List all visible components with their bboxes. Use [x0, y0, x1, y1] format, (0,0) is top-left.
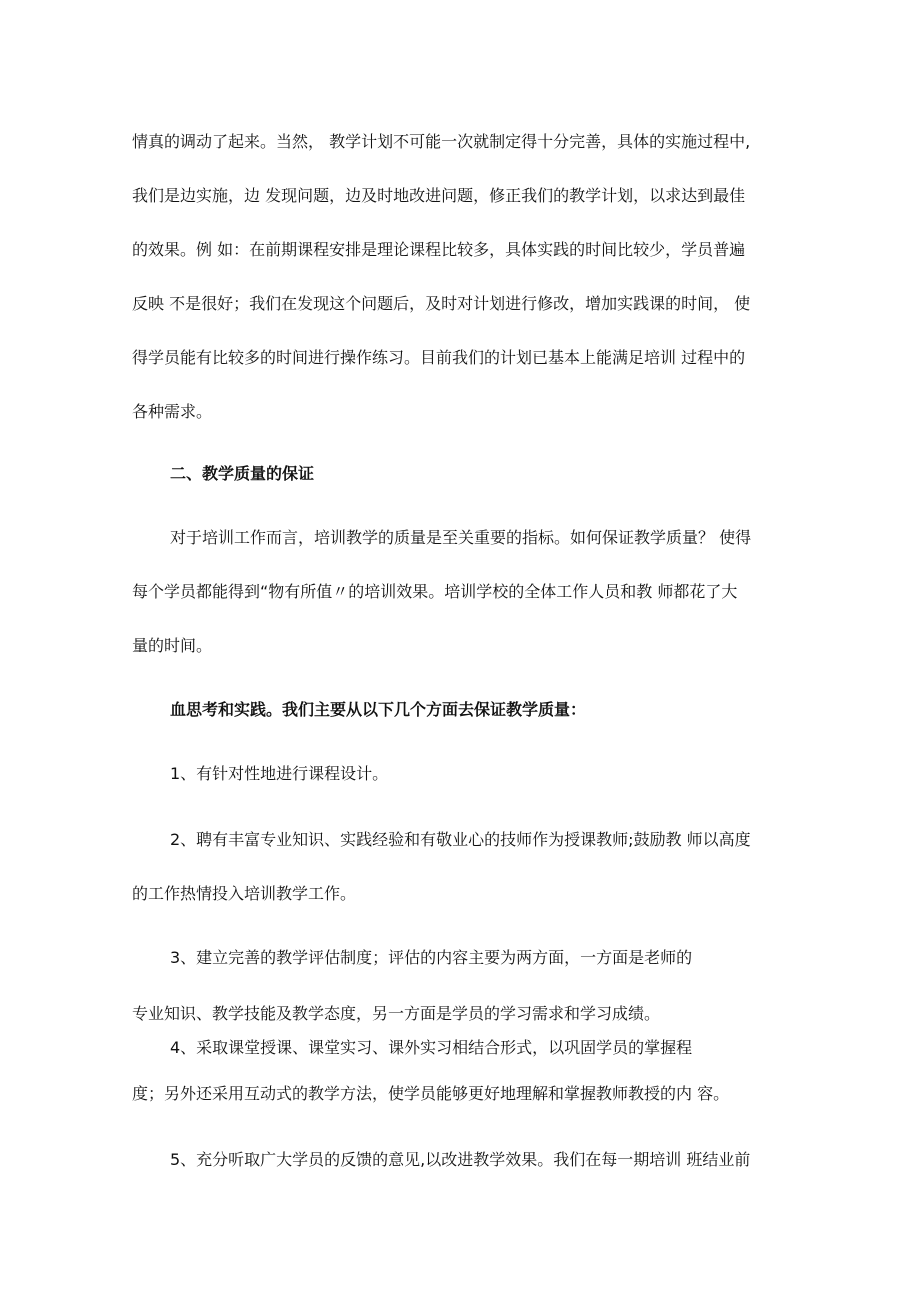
body-line-5: 得学员能有比较多的时间进行操作练习。目前我们的计划已基本上能满足培训 过程中的 — [132, 348, 746, 367]
list-item-2-line-1: 2、聘有丰富专业知识、实践经验和有敬业心的技师作为授课教师;鼓励教 师以高度 — [170, 830, 751, 849]
body-line-8: 每个学员都能得到“物有所值〃的培训效果。培训学校的全体工作人员和教 师都花了大 — [132, 582, 738, 601]
body-line-6: 各种需求。 — [132, 402, 213, 421]
body-line-2: 我们是边实施，边 发现问题，边及时地改进问题，修正我们的教学计划，以求达到最佳 — [132, 186, 746, 205]
body-line-9: 量的时间。 — [132, 636, 213, 655]
body-line-1: 情真的调动了起来。当然， 教学计划不可能一次就制定得十分完善，具体的实施过程中, — [132, 132, 751, 151]
section-heading: 二、教学质量的保证 — [170, 464, 315, 483]
list-item-4-line-1: 4、采取课堂授课、课堂实习、课外实习相结合形式，以巩固学员的掌握程 — [170, 1038, 693, 1057]
list-item-1: 1、有针对性地进行课程设计。 — [170, 764, 389, 783]
list-item-2-line-2: 的工作热情投入培训教学工作。 — [132, 884, 357, 903]
body-line-3: 的效果。例 如：在前期课程安排是理论课程比较多，具体实践的时间比较少，学员普遍 — [132, 240, 746, 259]
list-item-5: 5、充分听取广大学员的反馈的意见,以改进教学效果。我们在每一期培训 班结业前 — [170, 1150, 751, 1169]
list-item-4-line-2: 度；另外还采用互动式的教学方法，使学员能够更好地理解和掌握教师教授的内 容。 — [132, 1084, 730, 1103]
list-item-3-line-2: 专业知识、教学技能及教学态度，另一方面是学员的学习需求和学习成绩。 — [132, 1004, 661, 1023]
intro-line: 血思考和实践。我们主要从以下几个方面去保证教学质量： — [170, 700, 587, 719]
body-line-4: 反映 不是很好；我们在发现这个问题后，及时对计划进行修改，增加实践课的时间， 使 — [132, 294, 751, 313]
body-line-7: 对于培训工作而言，培训教学的质量是至关重要的指标。如何保证教学质量？ 使得 — [170, 528, 752, 547]
list-item-3-line-1: 3、建立完善的教学评估制度；评估的内容主要为两方面，一方面是老师的 — [170, 948, 693, 967]
